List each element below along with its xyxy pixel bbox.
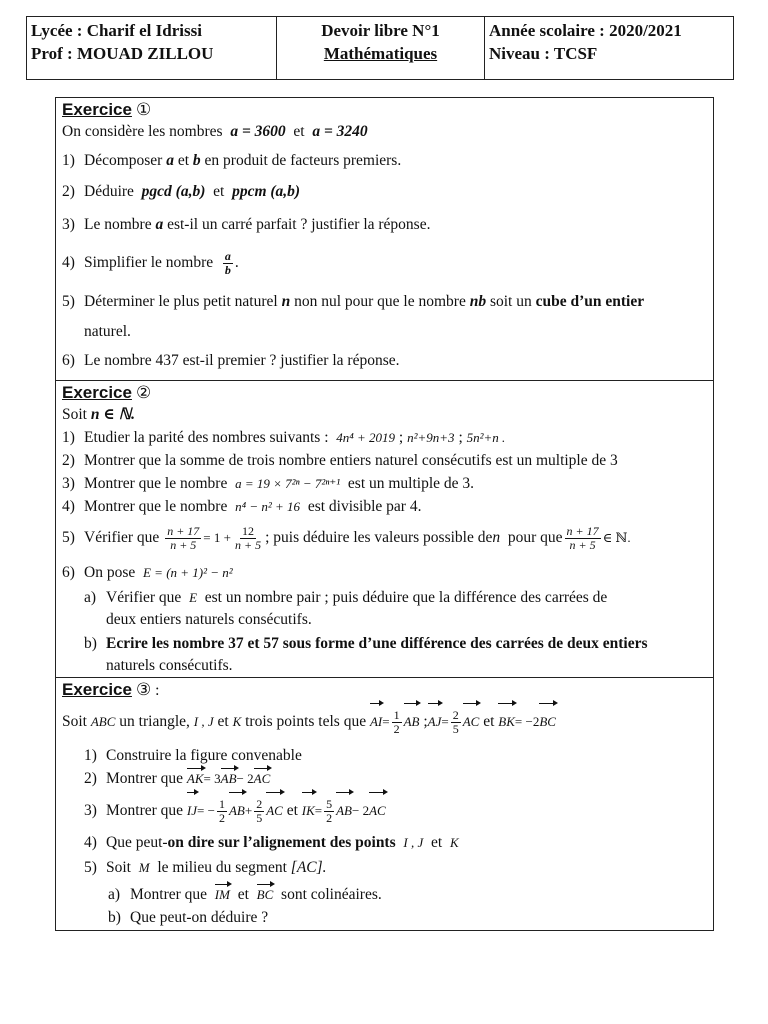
bk-eq: = −2 bbox=[514, 714, 540, 729]
ex3-q3: 3) Montrer que IJ= − $\frac{1}{2}$ AB+ $\frac{2}{5}$ AC et IK= $\frac{5}{2}$ AB− 2AC bbox=[84, 793, 707, 829]
q4-pts: I , J bbox=[403, 835, 424, 850]
exercise-1 bbox=[55, 97, 714, 381]
q1-et: et bbox=[177, 152, 190, 169]
ex2-q6b-cont: naturels consécutifs. bbox=[106, 657, 233, 674]
subject: Mathématiques bbox=[323, 44, 438, 63]
q3-text: Montrer que bbox=[106, 802, 184, 819]
ex1-intro bbox=[62, 122, 707, 142]
q6b-text: Ecrire les nombre 37 et 57 sous forme d’une différence des carrées de deux entiers bbox=[106, 635, 648, 652]
q3-end: est un multiple de 3. bbox=[347, 475, 475, 492]
soit-text: Soit bbox=[62, 406, 87, 423]
number-one-icon: ① bbox=[135, 100, 152, 120]
ex3-q4: 4) Que peut-on dire sur l’alignement des points I , J et K bbox=[84, 834, 459, 851]
teacher-name: Prof : MOUAD ZILLOU bbox=[31, 44, 214, 63]
ij: I , J bbox=[193, 714, 214, 729]
soit: Soit bbox=[62, 713, 87, 730]
q5-n: n bbox=[281, 293, 291, 310]
q5-fraction: $\frac{n + 17}{n + 5}$ bbox=[167, 523, 200, 552]
frac-two-fifths: $\frac{2}{5}$ bbox=[452, 707, 459, 736]
exercise-2 bbox=[55, 380, 714, 678]
q4-text: Montrer que le nombre bbox=[84, 498, 228, 515]
q6a-text: Vérifier que bbox=[106, 589, 182, 606]
q2-pgcd: pgcd (a,b) bbox=[141, 183, 206, 200]
q6-text: Le nombre 437 est-il premier ? justifier la réponse. bbox=[84, 352, 400, 369]
vec-aj: AJ bbox=[428, 704, 442, 740]
header-left bbox=[27, 17, 277, 79]
ex3-q1: 1) Construire la figure convenable bbox=[84, 747, 302, 764]
ex1-q3: 3) Le nombre a est-il un carré parfait ? justifier la réponse. bbox=[62, 216, 431, 233]
school-name: Lycée : Charif el Idrissi bbox=[31, 21, 202, 40]
q5-fraction-2: $\frac{12}{n + 5}$ bbox=[234, 523, 262, 552]
q1-text: Construire la figure convenable bbox=[106, 747, 302, 764]
q3-a: a bbox=[155, 216, 164, 233]
ex1-q1: 1) Décomposer a et b en produit de facteurs premiers. bbox=[62, 152, 402, 169]
ex3-q5a: a) Montrer que IM et BC sont colinéaires. bbox=[108, 886, 382, 903]
q2-ppcm: ppcm (a,b) bbox=[232, 183, 301, 200]
ex3-q5: 5) Soit M le milieu du segment [AC]. bbox=[84, 859, 327, 876]
ex2-q6a: a) Vérifier que E est un nombre pair ; puis déduire que la différence des carrées de bbox=[84, 589, 608, 606]
ex2-q6a-cont: deux entiers naturels consécutifs. bbox=[106, 611, 312, 628]
ex3-heading bbox=[62, 680, 707, 701]
q2-text: Déduire bbox=[84, 183, 134, 200]
ex1-q4: 4) Simplifier le nombre $\frac{a}{b}$ . bbox=[62, 248, 239, 277]
et-2: et bbox=[483, 713, 495, 730]
q6-text: On pose bbox=[84, 564, 136, 581]
q2-text: Montrer que la somme de trois nombre entiers naturel consécutifs est un multiple de 3 bbox=[84, 452, 618, 469]
q5-text: Vérifier que bbox=[84, 529, 160, 546]
ex2-q6b: b) Ecrire les nombre 37 et 57 sous forme d’une différence des carrées de deux entiers bbox=[84, 635, 648, 652]
q5-rest: le milieu du segment bbox=[157, 859, 287, 876]
ex1-q2: 2) Déduire pgcd (a,b) et ppcm (a,b) bbox=[62, 183, 301, 200]
abc: ABC bbox=[90, 714, 116, 729]
q5-eq: = 1 + bbox=[203, 530, 231, 545]
q4-k: K bbox=[449, 835, 459, 850]
q5-n: n bbox=[492, 529, 501, 546]
b-definition: a = 3240 bbox=[312, 123, 368, 140]
q4-end: est divisible par 4. bbox=[307, 498, 422, 515]
q3-text: Montrer que le nombre bbox=[84, 475, 228, 492]
vec-ai: AI bbox=[370, 704, 382, 740]
q4-text: Que peut- bbox=[106, 834, 168, 851]
q4-text-b: on dire sur l’alignement des points bbox=[167, 834, 396, 851]
ex2-q1: 1) Etudier la parité des nombres suivants : 4n⁴ + 2019 ; n²+9n+3 ; 5n²+n . bbox=[62, 429, 506, 446]
q5a-text: Montrer que bbox=[130, 886, 208, 903]
q5-nb: nb bbox=[469, 293, 487, 310]
q1-a: a bbox=[166, 152, 174, 169]
q5-text-b: non nul pour que le nombre bbox=[294, 293, 466, 310]
ex2-q5: 5) Vérifier que $\frac{n + 17}{n + 5}$ = 1 + $\frac{12}{n + 5}$ ; puis déduire les valeurs possible den pour que $\frac{n + 17}{n + 5}$ ∈ ℕ. bbox=[62, 523, 631, 552]
q5-text: Soit bbox=[106, 859, 131, 876]
header-table bbox=[26, 16, 734, 80]
q3-text: Le nombre bbox=[84, 216, 152, 233]
q3-end: est-il un carré parfait ? justifier la réponse. bbox=[167, 216, 431, 233]
vec-ak: AK bbox=[187, 769, 204, 789]
q5-text: Déterminer le plus petit naturel bbox=[84, 293, 278, 310]
q2-text: Montrer que bbox=[106, 770, 184, 787]
intro-text: On considère les nombres bbox=[62, 123, 223, 140]
ex1-q6: 6) Le nombre 437 est-il premier ? justifier la réponse. bbox=[62, 352, 400, 369]
ex3-q2: 2) Montrer que AK= 3AB− 2AC bbox=[84, 770, 271, 787]
a-over-b-fraction: $\frac{a}{b}$ bbox=[224, 248, 231, 277]
and-text: et bbox=[293, 123, 305, 140]
vec-ik: IK bbox=[302, 793, 315, 829]
header-center bbox=[277, 17, 485, 79]
header-right bbox=[485, 17, 733, 79]
q5-text-c: soit un bbox=[489, 293, 532, 310]
vec-bk: BK bbox=[498, 704, 515, 740]
q1-expr3: 5n²+n . bbox=[466, 430, 506, 445]
ex2-q2: 2) Montrer que la somme de trois nombre entiers naturel consécutifs est un multiple de 3 bbox=[62, 452, 618, 469]
frac-half: $\frac{1}{2}$ bbox=[393, 707, 400, 736]
q1-text: Décomposer bbox=[84, 152, 163, 169]
vec-ac: AC bbox=[463, 704, 480, 740]
ex3-intro: Soit ABC un triangle, I , J et K trois points tels que AI= $\frac{1}{2}$ AB ;AJ= $\frac{2}{5}$ AC et BK= −2BC bbox=[62, 704, 707, 740]
ex2-q4: 4) Montrer que le nombre n⁴ − n² + 16 est divisible par 4. bbox=[62, 498, 422, 515]
q5a-end: sont colinéaires. bbox=[281, 886, 382, 903]
devoir-title: Devoir libre N°1 bbox=[321, 21, 440, 40]
ex1-heading bbox=[62, 100, 707, 121]
ex3-q5b: b) Que peut-on déduire ? bbox=[108, 909, 269, 926]
ex2-q3: 3) Montrer que le nombre a = 19 × 7²ⁿ − 7²ⁿ⁺¹ est un multiple de 3. bbox=[62, 475, 475, 492]
ex2-q6: 6) On pose E = (n + 1)² − n² bbox=[62, 564, 233, 581]
number-two-icon: ② bbox=[135, 383, 152, 403]
q5-mid: ; puis déduire les valeurs possible de bbox=[265, 529, 493, 546]
q6a-E: E bbox=[189, 590, 198, 605]
et: et bbox=[217, 713, 229, 730]
exercise-3 bbox=[55, 677, 714, 931]
q5-pour: pour que bbox=[507, 529, 563, 546]
number-three-icon: ③ bbox=[135, 680, 152, 700]
level: Niveau : TCSF bbox=[489, 44, 598, 63]
vec-ij: IJ bbox=[187, 793, 197, 829]
vec-im: IM bbox=[215, 885, 230, 905]
tri: un triangle, bbox=[119, 713, 190, 730]
ex2-heading bbox=[62, 383, 707, 404]
trois: trois points tels que bbox=[245, 713, 367, 730]
q1-text: Etudier la parité des nombres suivants : bbox=[84, 429, 329, 446]
q5-fraction-3: $\frac{n + 17}{n + 5}$ bbox=[566, 523, 599, 552]
q5b-text: Que peut-on déduire ? bbox=[130, 909, 269, 926]
q5-cube: cube d’un entier bbox=[535, 293, 645, 310]
q6-expr: E = (n + 1)² − n² bbox=[142, 565, 233, 580]
ex1-title: Exercice bbox=[62, 100, 132, 119]
a-definition: a = 3600 bbox=[230, 123, 286, 140]
ex1-q5: 5) Déterminer le plus petit naturel n non nul pour que le nombre nb soit un cube d’un entier bbox=[62, 293, 645, 310]
q1-b: b bbox=[192, 152, 201, 169]
q3-expr: a = 19 × 7²ⁿ − 7²ⁿ⁺¹ bbox=[235, 476, 341, 491]
vec-bc: BC bbox=[539, 704, 556, 740]
q4-expr: n⁴ − n² + 16 bbox=[235, 499, 301, 514]
q2-et: et bbox=[213, 183, 225, 200]
q1-end: en produit de facteurs premiers. bbox=[204, 152, 402, 169]
ex2-title: Exercice bbox=[62, 383, 132, 402]
q5-seg: [AC]. bbox=[290, 859, 327, 876]
q4-text: Simplifier le nombre bbox=[84, 254, 214, 271]
n-in-N: n ∈ ℕ. bbox=[90, 406, 135, 423]
q5-m: M bbox=[138, 860, 150, 875]
q1-expr2: n²+9n+3 bbox=[407, 430, 455, 445]
q6a-rest: est un nombre pair ; puis déduire que la différence des carrées de bbox=[204, 589, 608, 606]
ex2-soit bbox=[62, 405, 707, 425]
school-year: Année scolaire : 2020/2021 bbox=[489, 21, 682, 40]
k: K bbox=[232, 714, 242, 729]
q1-expr1: 4n⁴ + 2019 bbox=[336, 430, 396, 445]
colon: : bbox=[155, 682, 160, 699]
ex3-title: Exercice bbox=[62, 680, 132, 699]
q5-in: ∈ ℕ. bbox=[602, 530, 631, 545]
ex1-q5-cont: naturel. bbox=[84, 323, 131, 340]
vec-ab: AB bbox=[404, 704, 420, 740]
